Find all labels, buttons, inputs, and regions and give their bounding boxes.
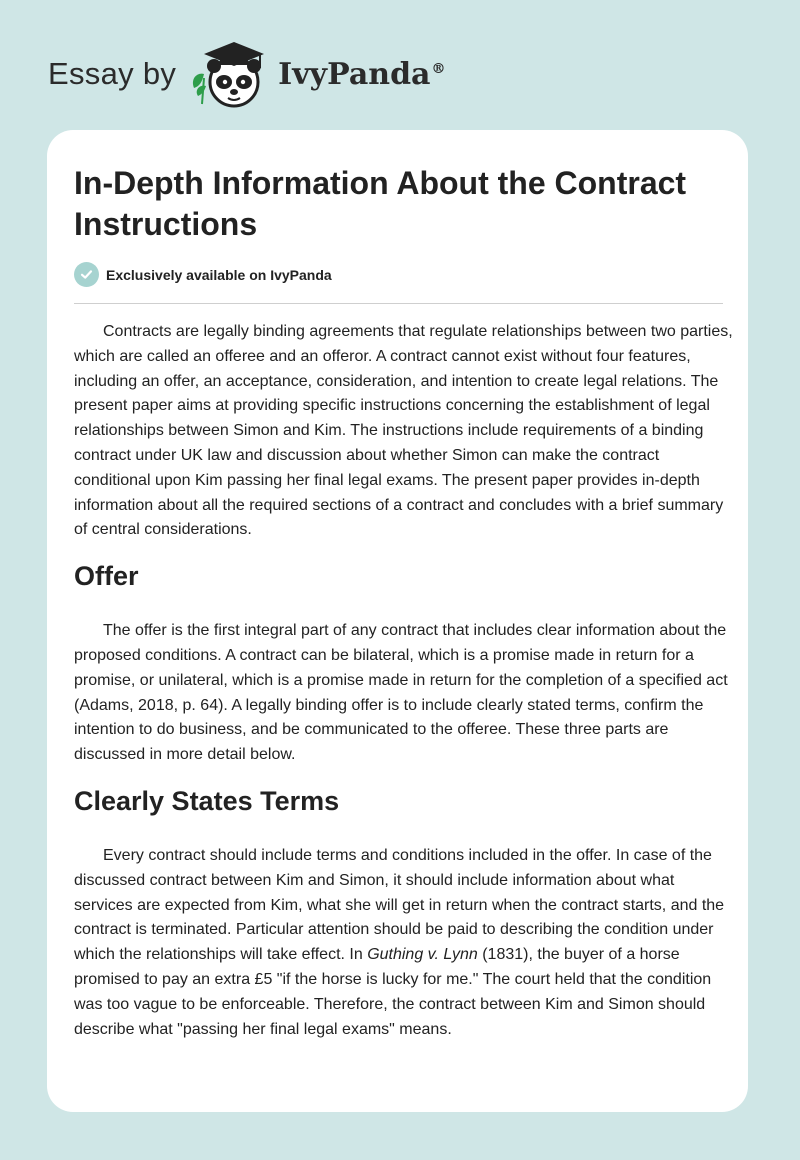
check-circle-icon [74, 262, 99, 287]
page-title: In-Depth Information About the Contract Instructions [74, 165, 687, 242]
terms-paragraph [74, 844, 734, 1042]
terms-text-before: Every contract should include terms and conditions included in the offer. In case of the discussed contract between Kim and Simon, it should include information about what services are expected from Kim, what she will get in return when the contract starts, and the contract is terminated. Particular attention should be paid to describing the condition under which the relationships will take effect. In [74, 846, 725, 964]
case-name: Guthing v. Lynn [367, 946, 478, 964]
exclusive-label: Exclusively available on IvyPanda [106, 266, 332, 283]
terms-text-after: (1831), the buyer of a horse promised to pay an extra £5 "if the horse is lucky for me." The court held that the condition was too vague to be enforceable. Therefore, the contract between Kim and Simon should describe what "passing her final legal exams" means. [74, 946, 712, 1038]
panda-graduate-icon [188, 38, 272, 110]
exclusive-badge [74, 262, 332, 287]
brand-prefix: Essay by [48, 56, 177, 91]
section-heading-offer: Offer [74, 561, 139, 592]
article-body [74, 320, 734, 1042]
offer-paragraph: The offer is the first integral part of any contract that includes clear information about the proposed conditions. A contract can be bilateral, which is a promise made in return for a promise, or unilateral, which is a promise made in return for the completion of a specified act (Adams, 2018, p. 64). A legally binding offer is to include clearly stated terms, confirm the intention to do business, and be communicated to the offeree. These three parts are discussed in more detail below. [74, 622, 728, 764]
brand-header[interactable] [48, 36, 508, 112]
brand-name: IvyPanda® [278, 56, 446, 92]
section-heading-clearly-states-terms: Clearly States Terms [74, 785, 340, 816]
divider [74, 303, 723, 304]
intro-paragraph: Contracts are legally binding agreements that regulate relationships between two parties, which are called an offeree and an offeror. A contract cannot exist without four features, including an offer, an acceptance, consideration, and intention to create legal relations. The present paper aims at providing specific instructions concerning the establishment of legal relationships between Simon and Kim. The instructions include requirements of a binding contract under UK law and discussion about whether Simon can make the contract conditional upon Kim passing her final legal exams. The present paper provides in-depth information about all the required sections of a contract and concludes with a brief summary of central considerations. [74, 323, 733, 539]
article-card [47, 130, 748, 1112]
